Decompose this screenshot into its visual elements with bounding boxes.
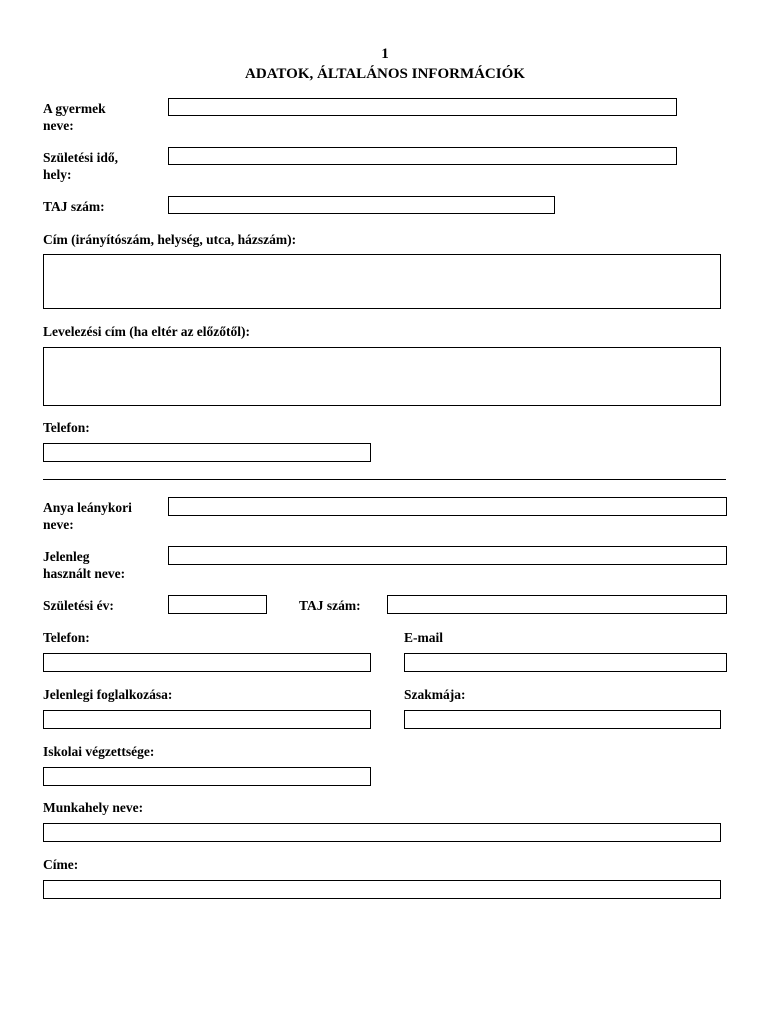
mother-occupation-label: Jelenlegi foglalkozása: bbox=[43, 687, 173, 702]
child-name-label-line2: neve: bbox=[43, 118, 74, 133]
mother-current-name-field[interactable] bbox=[168, 546, 727, 565]
child-mail-address-field[interactable] bbox=[43, 347, 721, 406]
mother-maiden-name-label-line1: Anya leánykori bbox=[43, 500, 132, 515]
mother-profession-field[interactable] bbox=[404, 710, 721, 729]
child-address-field[interactable] bbox=[43, 254, 721, 309]
child-birth-label-line1: Születési idő, bbox=[43, 150, 119, 165]
mother-birth-year-field[interactable] bbox=[168, 595, 267, 614]
mother-education-field[interactable] bbox=[43, 767, 371, 786]
mother-email-field[interactable] bbox=[404, 653, 727, 672]
mother-workplace-address-label: Címe: bbox=[43, 857, 79, 872]
child-address-label: Cím (irányítószám, helység, utca, házszám): bbox=[43, 232, 297, 247]
mother-phone-field[interactable] bbox=[43, 653, 371, 672]
mother-taj-field[interactable] bbox=[387, 595, 727, 614]
child-taj-label: TAJ szám: bbox=[43, 199, 105, 214]
child-name-field[interactable] bbox=[168, 98, 677, 116]
mother-maiden-name-field[interactable] bbox=[168, 497, 727, 516]
child-taj-field[interactable] bbox=[168, 196, 555, 214]
child-mail-address-label: Levelezési cím (ha eltér az előzőtől): bbox=[43, 324, 251, 339]
page-number: 1 bbox=[381, 46, 389, 62]
mother-maiden-name-label-line2: neve: bbox=[43, 517, 74, 532]
mother-occupation-field[interactable] bbox=[43, 710, 371, 729]
child-phone-field[interactable] bbox=[43, 443, 371, 462]
mother-birth-year-label: Születési év: bbox=[43, 598, 114, 613]
mother-education-label: Iskolai végzettsége: bbox=[43, 744, 155, 759]
mother-workplace-field[interactable] bbox=[43, 823, 721, 842]
mother-current-name-label-line2: használt neve: bbox=[43, 566, 126, 581]
mother-current-name-label-line1: Jelenleg bbox=[43, 549, 90, 564]
child-name-label-line1: A gyermek bbox=[43, 101, 106, 116]
section-divider bbox=[43, 479, 726, 480]
mother-profession-label: Szakmája: bbox=[404, 687, 466, 702]
child-phone-label: Telefon: bbox=[43, 420, 90, 435]
mother-phone-label: Telefon: bbox=[43, 630, 90, 645]
page-title: ADATOK, ÁLTALÁNOS INFORMÁCIÓK bbox=[245, 66, 525, 82]
mother-workplace-address-field[interactable] bbox=[43, 880, 721, 899]
mother-taj-label: TAJ szám: bbox=[299, 598, 361, 613]
mother-workplace-label: Munkahely neve: bbox=[43, 800, 144, 815]
child-birth-field[interactable] bbox=[168, 147, 677, 165]
mother-email-label: E-mail bbox=[404, 630, 443, 645]
child-birth-label-line2: hely: bbox=[43, 167, 72, 182]
